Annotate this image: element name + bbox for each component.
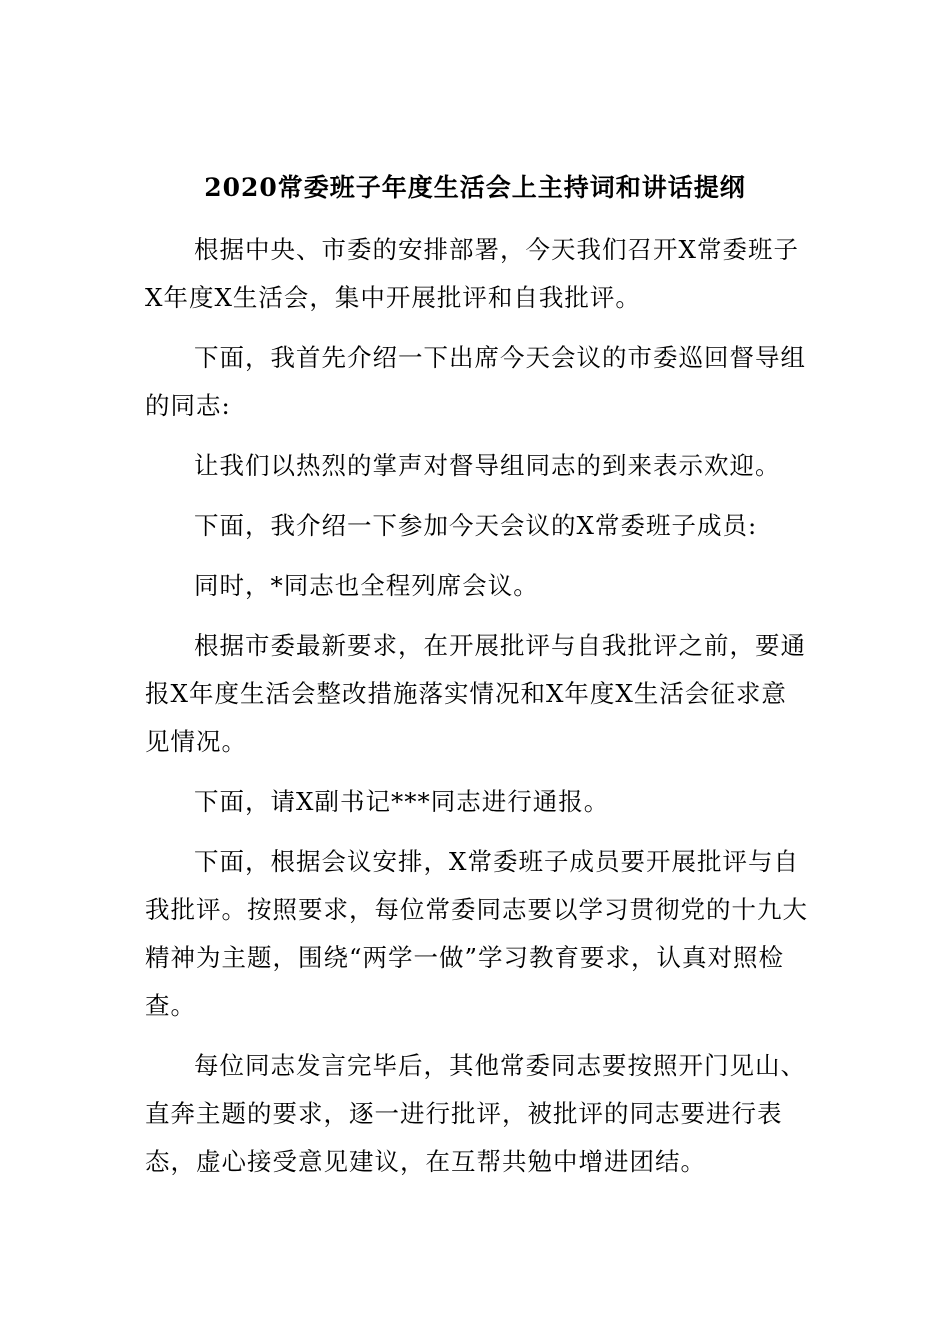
paragraph: 根据中央、市委的安排部署，今天我们召开X常委班子X年度X生活会，集中开展批评和自我批评。	[145, 235, 799, 312]
paragraph: 根据市委最新要求，在开展批评与自我批评之前，要通报X年度生活会整改措施落实情况和X年度X生活会征求意见情况。	[145, 631, 806, 756]
paragraph: 下面，我首先介绍一下出席今天会议的市委巡回督导组的同志:	[145, 343, 806, 420]
paragraph: 每位同志发言完毕后，其他常委同志要按照开门见山、直奔主题的要求，逐一进行批评，被批评的同志要进行表态，虚心接受意见建议，在互帮共勉中增进团结。	[145, 1051, 806, 1176]
document-body	[145, 226, 810, 1198]
paragraph: 同时，*同志也全程列席会议。	[194, 571, 539, 600]
document-title: 2020常委班子年度生活会上主持词和讲话提纲	[204, 173, 746, 202]
paragraph: 让我们以热烈的掌声对督导组同志的到来表示欢迎。	[194, 451, 781, 480]
paragraph: 下面，根据会议安排，X常委班子成员要开展批评与自我批评。按照要求，每位常委同志要以学习贯彻党的十九大精神为主题，围绕“两学一做”学习教育要求，认真对照检查。	[145, 847, 808, 1020]
paragraph: 下面，请X副书记***同志进行通报。	[194, 787, 610, 816]
paragraph: 下面，我介绍一下参加今天会议的X常委班子成员:	[194, 511, 758, 540]
